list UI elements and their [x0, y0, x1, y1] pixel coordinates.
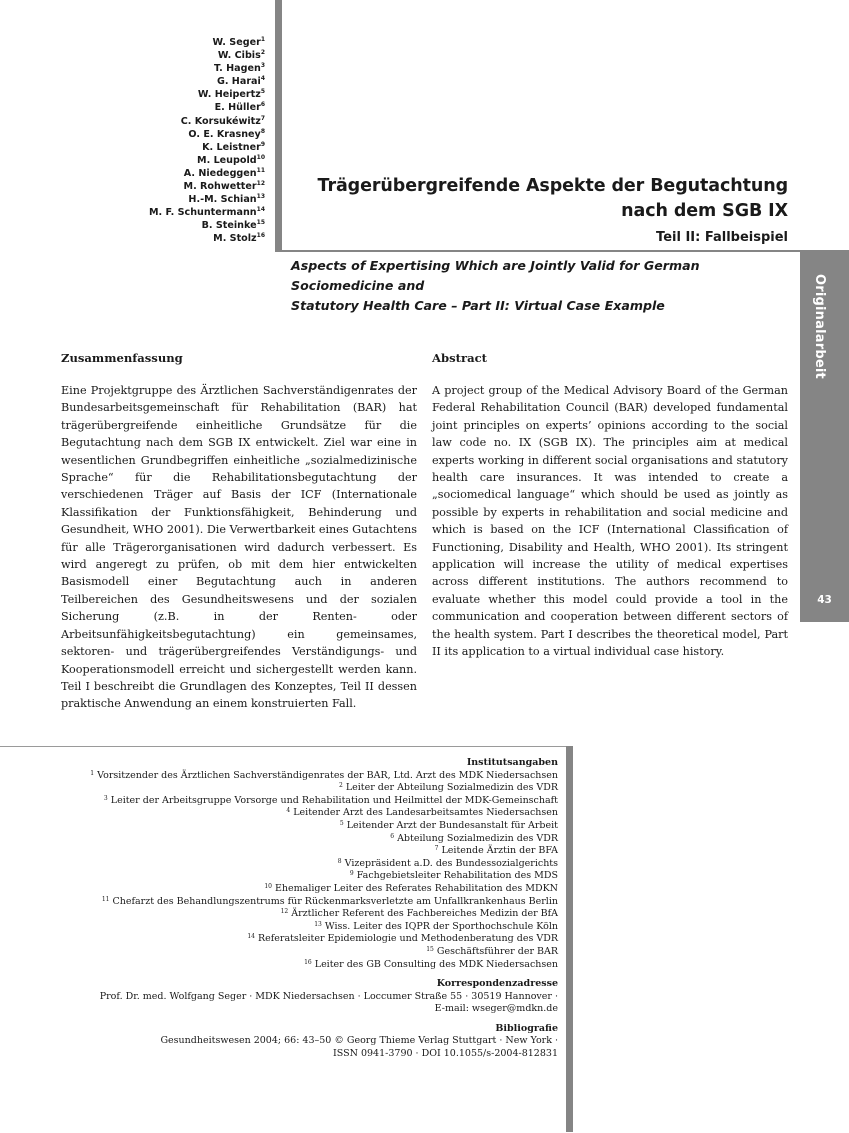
bibliografie-issn: ISSN 0941-3790 · DOI 10.1055/s-2004-812831 — [333, 1048, 558, 1060]
article-title: Trägerübergreifende Aspekte der Begutachtung nach dem SGB IX — [317, 176, 788, 221]
institutsangaben-heading: Institutsangaben — [466, 757, 558, 768]
author: A. Niedeggen$^{11}$ — [183, 166, 265, 179]
affiliation-item: $^4$ Leitender Arzt des Landesarbeitsamtes Niedersachsen — [286, 807, 558, 819]
author: O. E. Krasney$^8$ — [188, 127, 265, 140]
abstract-heading: Abstract — [432, 351, 488, 365]
author-list — [100, 36, 265, 246]
affiliation-item: $^{15}$ Geschäftsführer der BAR — [426, 945, 558, 957]
affiliation-item: $^{12}$ Ärztlicher Referent des Fachbereiches Medizin der BfA — [280, 908, 558, 920]
bibliografie-citation: Gesundheitswesen 2004; 66: 43–50 © Georg Thieme Verlag Stuttgart · New York · — [160, 1035, 558, 1047]
author: C. Korsukéwitz$^7$ — [180, 114, 265, 127]
author: W. Heipertz$^5$ — [197, 88, 265, 101]
affiliation-item: $^5$ Leitender Arzt der Bundesanstalt für Arbeit — [339, 819, 558, 831]
abstract-section — [432, 350, 788, 661]
affiliation-item: $^3$ Leiter der Arbeitsgruppe Vorsorge und Rehabilitation und Heilmittel der MDK-Gemeinschaft — [103, 794, 558, 806]
affiliation-item: $^1$ Vorsitzender des Ärztlichen Sachverständigenrates der BAR, Ltd. Arzt des MDK Niedersachsen — [90, 769, 558, 781]
author: W. Seger$^1$ — [212, 36, 265, 48]
bibliografie-heading: Bibliografie — [495, 1022, 558, 1034]
english-title: Aspects of Expertising Which are Jointly Valid for German Sociomedicine and Statutory Health Care – Part II: Virtual Case Example — [291, 258, 700, 313]
affiliation-item: $^2$ Leiter der Abteilung Sozialmedizin des VDR — [338, 782, 558, 794]
title-block — [300, 174, 788, 247]
article-type-label: Originalarbeit — [812, 274, 827, 379]
affiliation-item: $^{14}$ Referatsleiter Epidemiologie und Methodenberatung des VDR — [247, 933, 558, 945]
decorative-vertical-bar — [275, 0, 282, 252]
affiliation-item: $^8$ Vizepräsident a.D. des Bundessozialgerichts — [337, 857, 558, 869]
affiliation-item: $^{10}$ Ehemaliger Leiter des Referates Rehabilitation des MDKN — [264, 882, 558, 894]
affiliation-item: $^{13}$ Wiss. Leiter des IQPR der Sporthochschule Köln — [314, 920, 558, 932]
author: E. Hüller$^6$ — [214, 101, 265, 114]
affiliation-item: $^9$ Fachgebietsleiter Rehabilitation des MDS — [349, 870, 558, 882]
author: K. Leistner$^9$ — [202, 140, 265, 153]
author: M. F. Schuntermann$^{14}$ — [148, 206, 265, 219]
affiliation-item: $^{11}$ Chefarzt des Behandlungszentrums für Rückenmarksverletzte am Unfallkrankenhaus Berlin — [101, 895, 558, 907]
side-tab — [800, 250, 849, 622]
zusammenfassung-section — [61, 350, 417, 713]
article-subtitle: Teil II: Fallbeispiel — [656, 230, 788, 245]
author: G. Harai$^4$ — [216, 75, 265, 88]
zusammenfassung-text: Eine Projektgruppe des Ärztlichen Sachverständigenrates der Bundesarbeitsgemeinschaft für Rehabilitation (BAR) hat trägerübergreifende einheitliche Grundsätze für die Begutachtung nach dem SGB IX entwickelt. Ziel war eine in wesentlichen Grundbegriffen einheitliche „sozialmedizinische Sprache“ für die Rehabilitationsbegutachtung der verschiedenen Träger auf Basis der ICF (Internationale Klassifikation der Funktionsfähigkeit, Behinderung und Gesundheit, WHO 2001). Die Verwertbarkeit eines Gutachtens für alle Trägerorganisationen wird dadurch verbessert. Es wird angeregt zu prüfen, ob mit dem hier entwickelten Basismodell einer Begutachtung auch in anderen Teilbereichen des Gesundheitswesens und der sozialen Sicherung (z.B. in der Renten- oder Arbeitsunfähigkeitsbegutachtung) ein gemeinsames, sektoren- und trägerübergreifendes Verständigungs- und Kooperationsmodell erreicht und sichergestellt werden kann. Teil I beschreibt die Grundlagen des Konzeptes, Teil II dessen praktische Anwendung an einem konstruierten Fall. — [61, 384, 417, 711]
zusammenfassung-heading: Zusammenfassung — [61, 351, 183, 365]
abstract-text: A project group of the Medical Advisory Board of the German Federal Rehabilitation Council (BAR) developed fundamental joint principles on experts’ opinions according to the social law code no. IX (SGB IX). The principles aim at medical experts working in different social organisations and statutory health care insurances. It was intended to create a „sociomedical language“ which should be used as jointly as possible by experts in rehabilitation and social medicine and which is based on the ICF (International Classification of Functioning, Disability and Health, WHO 2001). Its stringent application will increase the utility of medical expertises across different institutions. The authors recommend to evaluate whether this model could provide a tool in the communication and cooperation between different sectors of the health system. Part I describes the theoretical model, Part II its application to a virtual individual case history. — [432, 384, 788, 659]
affiliation-item: $^{16}$ Leiter des GB Consulting des MDK Niedersachsen — [304, 958, 558, 970]
decorative-vertical-bar-bottom — [566, 746, 573, 1132]
author: M. Rohwetter$^{12}$ — [183, 180, 265, 193]
author: H.-M. Schian$^{13}$ — [188, 193, 265, 206]
korrespondenz-address: Prof. Dr. med. Wolfgang Seger · MDK Niedersachsen · Loccumer Straße 55 · 30519 Hannover · — [99, 990, 558, 1002]
author: M. Stolz$^{16}$ — [213, 232, 265, 245]
author: T. Hagen$^3$ — [214, 62, 265, 75]
affiliation-item: $^7$ Leitende Ärztin der BFA — [434, 845, 558, 857]
korrespondenz-email: E-mail: wseger@mdkn.de — [434, 1003, 558, 1015]
affiliations — [80, 757, 558, 1061]
author: W. Cibis$^2$ — [217, 49, 265, 62]
affiliation-item: $^6$ Abteilung Sozialmedizin des VDR — [390, 832, 558, 844]
page-number: 43 — [817, 594, 832, 606]
author: M. Leupold$^{10}$ — [197, 153, 265, 166]
korrespondenz-heading: Korrespondenzadresse — [436, 978, 558, 990]
author: B. Steinke$^{15}$ — [201, 219, 265, 232]
decorative-horizontal-rule — [275, 250, 800, 252]
